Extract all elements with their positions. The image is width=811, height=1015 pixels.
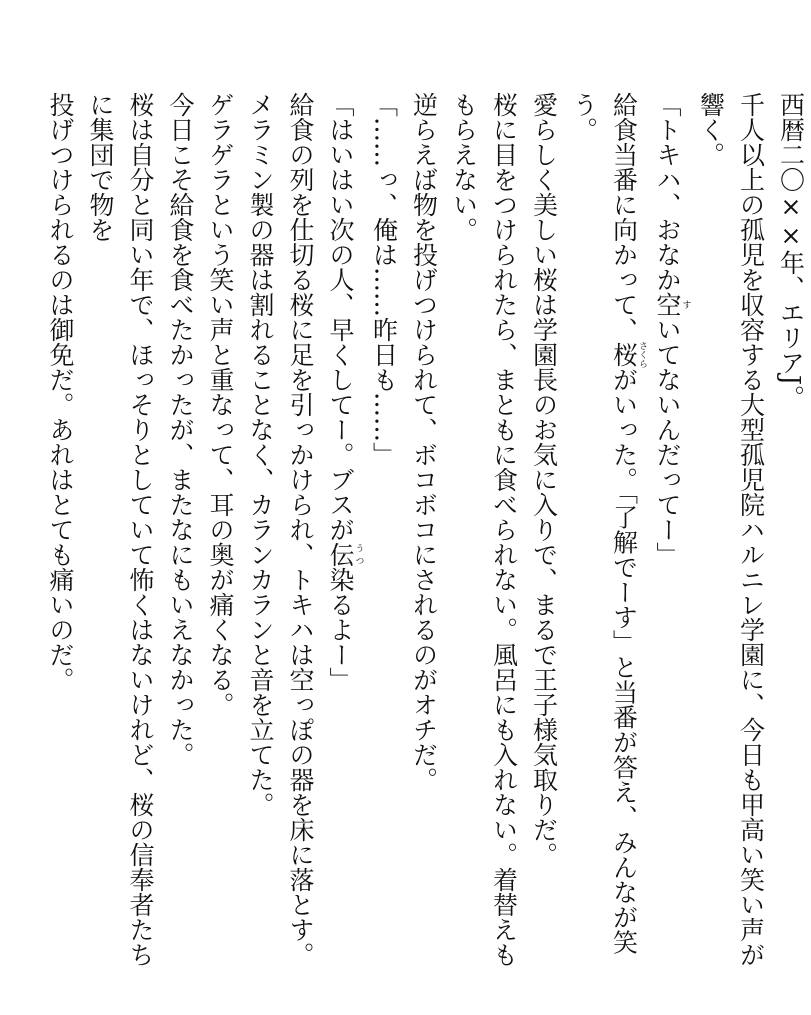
text-line-14: 桜は自分と同い年で、ほっそりとしていて怖くはないけれど、桜の信奉者たちに集団で物を: [86, 92, 155, 967]
text-line-1: 西暦二〇××年、エリアJ。: [776, 92, 806, 411]
text-line-8: 「……っ、俺は……昨日も……」: [369, 92, 399, 467]
text-line-10: 給食の列を仕切る桜に足を引っかけられ、トキハは空っぽの器を床に落とす。: [286, 92, 315, 967]
text-line-15: 投げつけられるのは御免だ。あれはとても痛いのだ。: [46, 92, 75, 692]
text-line-11: メラミン製の器は割れることなく、カランカランと音を立てた。: [246, 92, 275, 817]
novel-text: [40, 92, 811, 972]
text-line-12: ゲラゲラという笑い声と重なって、耳の奥が痛くなる。: [206, 92, 235, 717]
text-line-3: 「トキハ、おなか空すいてないんだってー」: [653, 92, 691, 567]
text-area: [40, 92, 806, 972]
ruby-su: す: [680, 292, 691, 317]
ruby-utsu: うつ: [353, 542, 364, 567]
text-line-9: 「はいはい次の人、早くしてー。ブスが伝うつ染るよー」: [326, 92, 364, 692]
text-line-2: 千人以上の孤児を収容する大型孤児院ハルニレ学園に、今日も甲高い笑い声が響く。: [696, 92, 766, 967]
text-line-13: 今日こそ給食を食べたかったが、またなにもいえなかった。: [166, 92, 195, 767]
text-line-7: 逆らえば物を投げつけられて、ボコボコにされるのがオチだ。: [409, 92, 439, 792]
text-line-5: 愛らしく美しい桜は学園長のお気に入りで、まるで王子様気取りだ。: [529, 92, 559, 867]
text-line-6: 桜に目をつけられたら、まともに食べられない。風呂にも入れない。着替えももらえない。: [449, 92, 519, 967]
ruby-sakura: さくら: [637, 341, 647, 368]
text-line-4: 給食当番に向かって、桜さくらがいった。「了解でーす」と当番が答え、みんなが笑う。: [569, 92, 647, 955]
